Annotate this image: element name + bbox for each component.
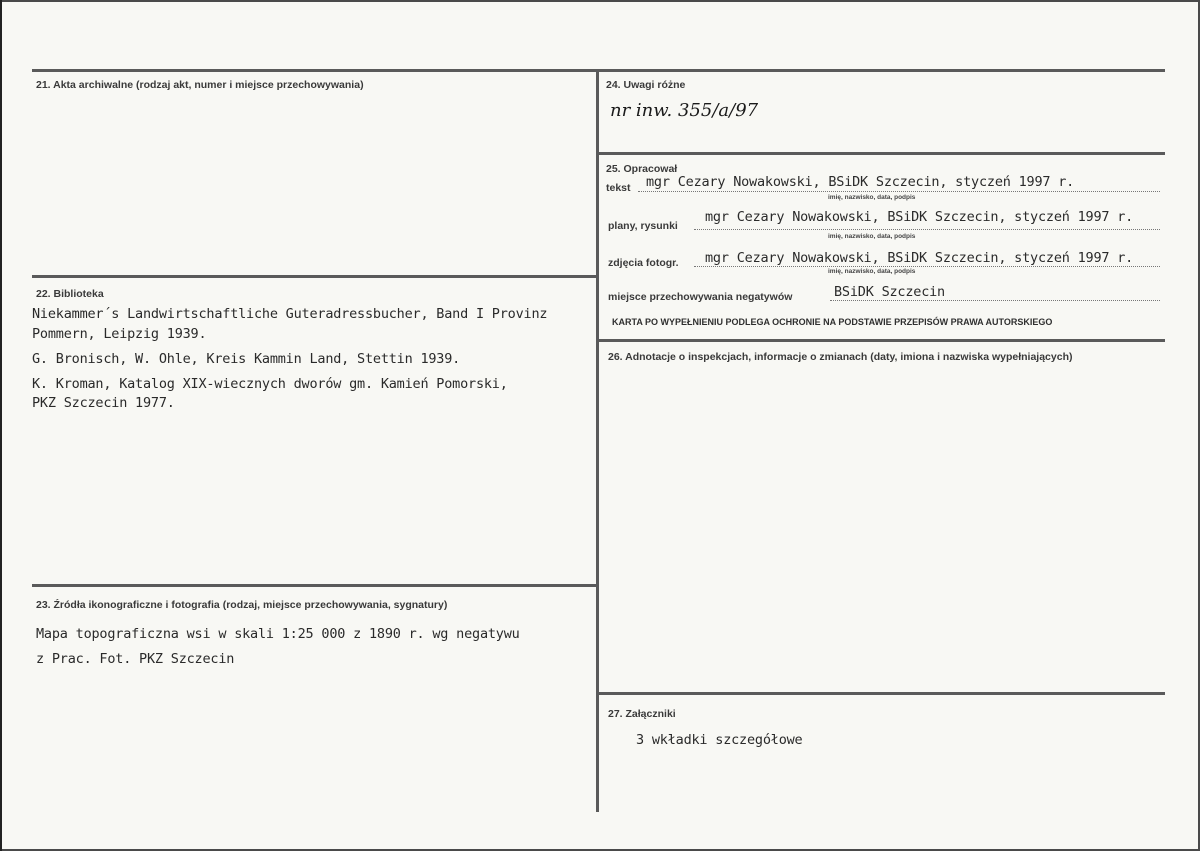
section-24-label: 24. Uwagi różne — [606, 79, 686, 91]
rule-25-26 — [598, 339, 1165, 342]
biblioteka-line-3: G. Bronisch, W. Ohle, Kreis Kammin Land, Stettin 1939. — [32, 351, 461, 367]
biblioteka-line-2: Pommern, Leipzig 1939. — [32, 326, 207, 342]
negatywy-value: BSiDK Szczecin — [834, 284, 945, 300]
section-21-label: 21. Akta archiwalne (rodzaj akt, numer i miejsce przechowywania) — [36, 79, 364, 91]
section-22-label: 22. Biblioteka — [36, 288, 104, 300]
zdjecia-dotted-line — [694, 266, 1160, 267]
plany-label: plany, rysunki — [608, 220, 678, 232]
zrodla-line-1: Mapa topograficzna wsi w skali 1:25 000 z 1890 r. wg negatywu — [36, 626, 520, 642]
record-card — [2, 2, 1198, 849]
tekst-label: tekst — [606, 182, 631, 194]
section-27-label: 27. Załączniki — [608, 708, 676, 720]
rule-24-25 — [598, 152, 1165, 155]
zalaczniki-value: 3 wkładki szczegółowe — [636, 732, 803, 748]
copyright-warning: KARTA PO WYPEŁNIENIU PODLEGA OCHRONIE NA PODSTAWIE PRZEPISÓW PRAWA AUTORSKIEGO — [612, 317, 1053, 327]
section-23-label: 23. Źródła ikonograficzne i fotografia (rodzaj, miejsce przechowywania, sygnatury) — [36, 599, 448, 611]
plany-caption: imię, nazwisko, data, podpis — [828, 233, 916, 240]
negatywy-dotted-line — [830, 300, 1160, 301]
plany-value: mgr Cezary Nowakowski, BSiDK Szczecin, styczeń 1997 r. — [705, 209, 1134, 225]
zdjecia-value: mgr Cezary Nowakowski, BSiDK Szczecin, styczeń 1997 r. — [705, 250, 1134, 266]
rule-21-22 — [32, 275, 597, 278]
plany-dotted-line — [694, 229, 1160, 230]
tekst-caption: imię, nazwisko, data, podpis — [828, 194, 916, 201]
negatywy-label: miejsce przechowywania negatywów — [608, 291, 793, 303]
zdjecia-label: zdjęcia fotogr. — [608, 257, 679, 269]
section-26-label: 26. Adnotacje o inspekcjach, informacje o zmianach (daty, imiona i nazwiska wypełniających) — [608, 351, 1073, 363]
tekst-value: mgr Cezary Nowakowski, BSiDK Szczecin, styczeń 1997 r. — [646, 174, 1075, 190]
biblioteka-line-5: PKZ Szczecin 1977. — [32, 395, 175, 411]
biblioteka-line-1: Niekammer´s Landwirtschaftliche Guteradressbucher, Band I Provinz — [32, 306, 548, 322]
zdjecia-caption: imię, nazwisko, data, podpis — [828, 268, 916, 275]
rule-22-23 — [32, 584, 597, 587]
center-divider — [596, 69, 599, 812]
biblioteka-line-4: K. Kroman, Katalog XIX-wiecznych dworów gm. Kamień Pomorski, — [32, 376, 508, 392]
tekst-dotted-line — [638, 191, 1160, 192]
section-25-label: 25. Opracował — [606, 163, 678, 175]
inventory-number-handwritten: nr inw. 355/a/97 — [610, 100, 759, 121]
rule-26-27 — [598, 692, 1165, 695]
zrodla-line-2: z Prac. Fot. PKZ Szczecin — [36, 651, 235, 667]
